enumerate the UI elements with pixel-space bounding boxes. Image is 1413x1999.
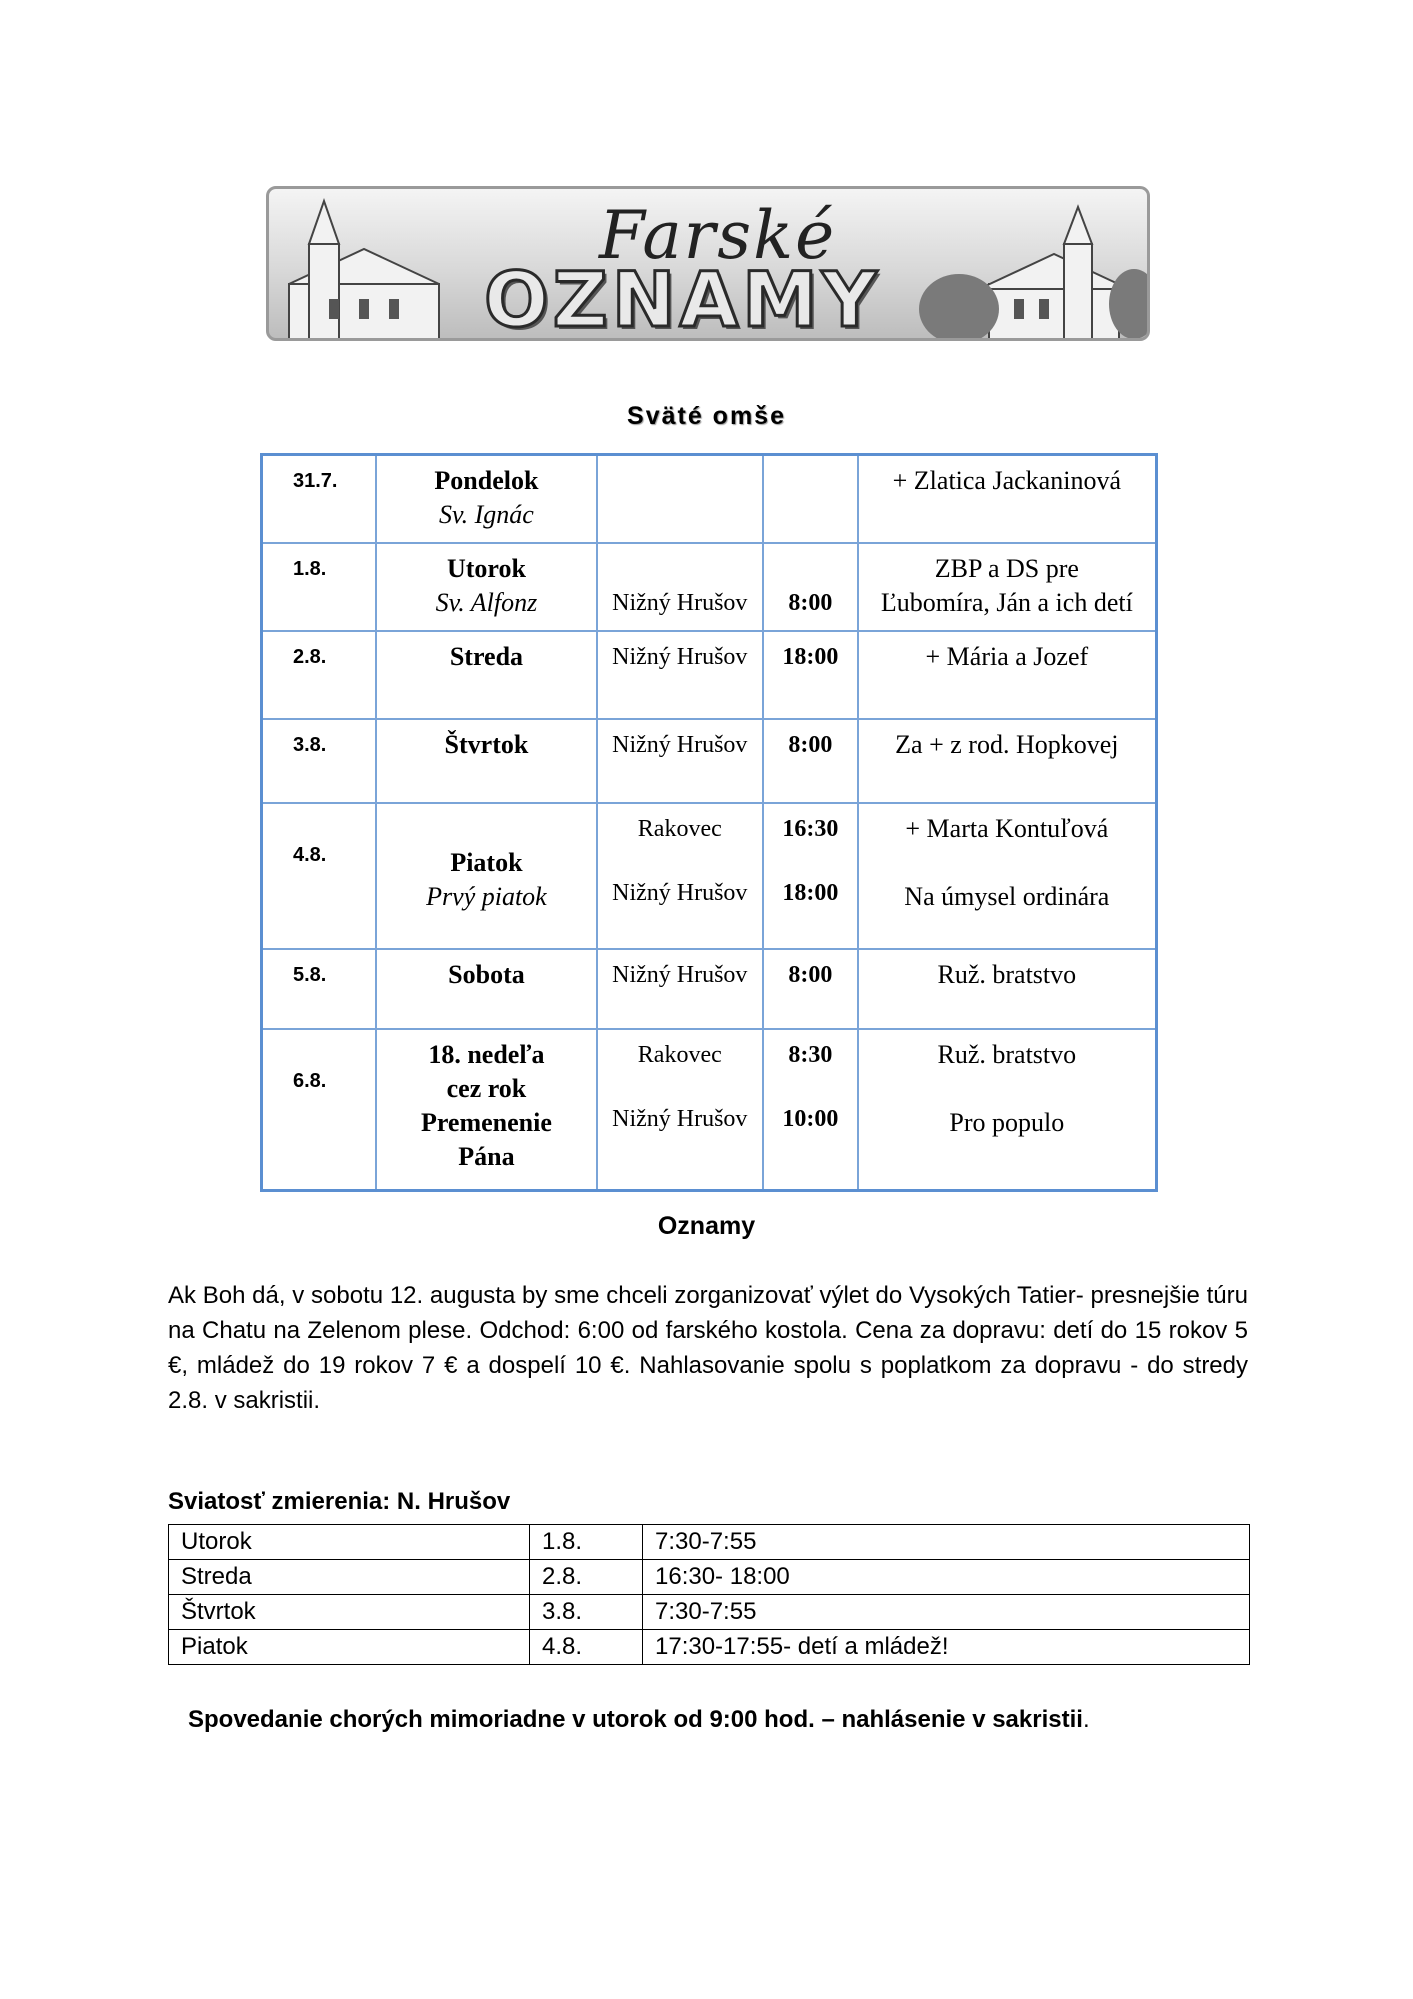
- confession-time: 7:30-7:55: [643, 1525, 1250, 1560]
- mass-place: Nižný Hrušov: [597, 949, 764, 1029]
- day-line: Premenenie: [420, 1107, 552, 1137]
- day-name: Utorok: [446, 553, 526, 583]
- mass-day: [376, 631, 596, 719]
- confession-date: 4.8.: [530, 1630, 643, 1665]
- table-row: [262, 1029, 1157, 1191]
- intention-line: Pro populo: [949, 1107, 1065, 1137]
- place-name: Rakovec: [637, 1041, 722, 1068]
- mass-date: 5.8.: [262, 949, 377, 1029]
- mass-intention: + Zlatica Jackaninová: [858, 455, 1157, 543]
- confession-time: 16:30- 18:00: [643, 1560, 1250, 1595]
- intention-line: ZBP a DS pre: [934, 553, 1079, 583]
- confession-date: 3.8.: [530, 1595, 643, 1630]
- confession-title: Sviatosť zmierenia: N. Hrušov: [168, 1488, 511, 1515]
- mass-place: [597, 543, 764, 631]
- mass-place: [597, 1029, 764, 1191]
- time-value: 8:00: [788, 589, 833, 616]
- confession-day: Streda: [169, 1560, 530, 1595]
- mass-day: [376, 1029, 596, 1191]
- time-value: 8:30: [788, 1041, 833, 1068]
- confession-date: 1.8.: [530, 1525, 643, 1560]
- date-value: 4.8.: [293, 843, 327, 866]
- mass-intention: Ruž. bratstvo: [858, 949, 1157, 1029]
- mass-time: 8:00: [763, 719, 858, 803]
- confession-day: Piatok: [169, 1630, 530, 1665]
- table-row: [169, 1595, 1250, 1630]
- mass-day: [376, 455, 596, 543]
- day-name: Štvrtok: [444, 729, 529, 759]
- day-name: Piatok: [450, 847, 523, 877]
- mass-date: 31.7.: [262, 455, 377, 543]
- feast-name: Prvý piatok: [426, 881, 547, 911]
- date-value: 6.8.: [293, 1069, 327, 1092]
- mass-place: Nižný Hrušov: [597, 631, 764, 719]
- table-row: [169, 1560, 1250, 1595]
- masses-title: Sväté omše: [627, 402, 786, 430]
- mass-day: [376, 719, 596, 803]
- mass-place: [597, 803, 764, 949]
- intention-line: Ľubomíra, Ján a ich detí: [880, 587, 1133, 617]
- time-value: 18:00: [782, 879, 839, 906]
- confession-day: Utorok: [169, 1525, 530, 1560]
- feast-name: Sv. Alfonz: [435, 587, 538, 617]
- mass-time: [763, 455, 858, 543]
- place-name: Rakovec: [637, 815, 722, 842]
- mass-date: [262, 803, 377, 949]
- mass-intention: + Mária a Jozef: [858, 631, 1157, 719]
- masses-table: [260, 453, 1158, 1192]
- table-row: [262, 949, 1157, 1029]
- mass-date: 1.8.: [262, 543, 377, 631]
- table-row: [262, 803, 1157, 949]
- day-name: Streda: [449, 641, 524, 671]
- confession-time: 17:30-17:55- detí a mládež!: [643, 1630, 1250, 1665]
- sick-confession-note: [188, 1706, 1090, 1734]
- mass-date: [262, 1029, 377, 1191]
- day-line: Pána: [458, 1141, 515, 1171]
- farske-oznamy-banner: [266, 186, 1150, 341]
- intention-line: + Marta Kontuľová: [905, 813, 1109, 843]
- mass-intention: [858, 1029, 1157, 1191]
- mass-day: [376, 949, 596, 1029]
- intention-line: Ruž. bratstvo: [937, 1039, 1077, 1069]
- table-row: [262, 455, 1157, 543]
- day-name: Sobota: [448, 959, 525, 989]
- note-bold-text: Spovedanie chorých mimoriadne v utorok od 9:00 hod. – nahlásenie v sakristii: [188, 1706, 1083, 1733]
- time-value: 16:30: [782, 815, 839, 842]
- day-line: cez rok: [446, 1073, 527, 1103]
- time-value: 10:00: [782, 1105, 839, 1132]
- note-end-text: .: [1082, 1706, 1090, 1733]
- confession-date: 2.8.: [530, 1560, 643, 1595]
- mass-day: [376, 803, 596, 949]
- day-name: Pondelok: [434, 466, 539, 495]
- feast-name: Sv. Ignác: [439, 500, 534, 529]
- day-line: 18. nedeľa: [428, 1039, 545, 1069]
- mass-time: [763, 803, 858, 949]
- place-name: Nižný Hrušov: [612, 589, 748, 616]
- mass-place: Nižný Hrušov: [597, 719, 764, 803]
- mass-intention: [858, 543, 1157, 631]
- banner-script-text: Farské: [599, 197, 837, 274]
- mass-time: [763, 1029, 858, 1191]
- mass-time: 18:00: [763, 631, 858, 719]
- confession-time: 7:30-7:55: [643, 1595, 1250, 1630]
- mass-time: 8:00: [763, 949, 858, 1029]
- place-name: Nižný Hrušov: [612, 1105, 748, 1132]
- table-row: [169, 1630, 1250, 1665]
- place-name: Nižný Hrušov: [612, 879, 748, 906]
- mass-intention: Za + z rod. Hopkovej: [858, 719, 1157, 803]
- mass-intention: [858, 803, 1157, 949]
- mass-place: [597, 455, 764, 543]
- mass-date: 3.8.: [262, 719, 377, 803]
- table-row: [262, 631, 1157, 719]
- intention-line: Na úmysel ordinára: [904, 881, 1110, 911]
- mass-date: 2.8.: [262, 631, 377, 719]
- table-row: [262, 719, 1157, 803]
- table-row: [169, 1525, 1250, 1560]
- announcement-paragraph: Ak Boh dá, v sobotu 12. augusta by sme chceli zorganizovať výlet do Vysokých Tatier- presnejšie túru na Chatu na Zelenom plese. Odchod: 6:00 od farského kostola. Cena za dopravu: detí do 15 rokov 5 €, mládež do 19 rokov 7 € a dospelí 10 €. Nahlasovanie spolu s poplatkom za dopravu - do stredy 2.8. v sakristii.: [168, 1282, 1248, 1414]
- mass-time: [763, 543, 858, 631]
- mass-day: [376, 543, 596, 631]
- confession-day: Štvrtok: [169, 1595, 530, 1630]
- announcements-title: Oznamy: [657, 1212, 756, 1240]
- confession-table: [168, 1524, 1250, 1665]
- banner-main-text: OZNAMY: [484, 255, 881, 341]
- table-row: [262, 543, 1157, 631]
